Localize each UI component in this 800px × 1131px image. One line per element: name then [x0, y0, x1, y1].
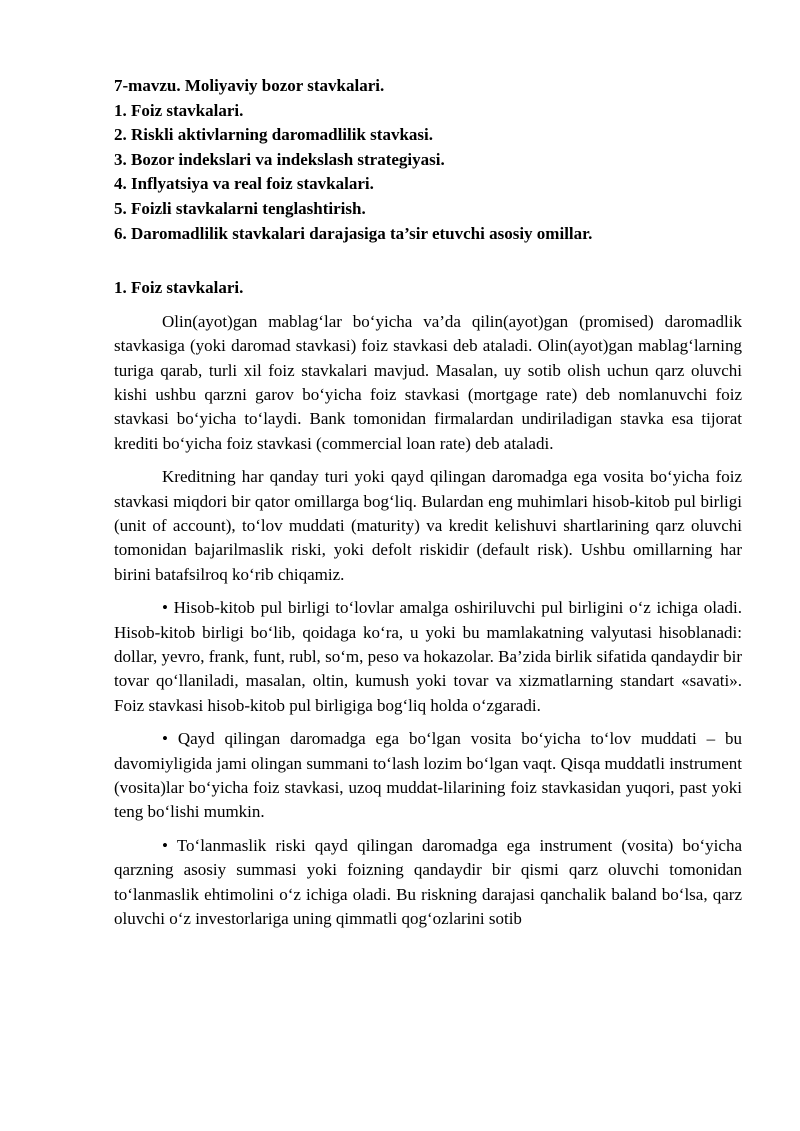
paragraph: Olin(ayot)gan mablag‘lar bo‘yicha va’da qilin(ayot)gan (promised) daromadlik stavkasiga (yoki daromad stavkasi) foiz stavkasi deb ataladi. Olin(ayot)gan mablag‘larning turiga qarab, turli xil foiz stavkalari mavjud. Masalan, uy sotib olish uchun qarz oluvchi kishi ushbu qarzni garov bo‘yicha foiz stavkasi (mortgage rate) deb nomlanuvchi foiz stavkasi bo‘yicha to‘laydi. Bank tomonidan firmalardan undiriladigan stavka esa tijorat krediti bo‘yicha foiz stavkasi (commercial loan rate) deb ataladi.	[114, 311, 742, 453]
outline-item-2: 2. Riskli aktivlarning daromadlilik stavkasi.	[114, 125, 433, 145]
section-heading: 1. Foiz stavkalari.	[114, 278, 244, 298]
outline-item-5: 5. Foizli stavkalarni tenglashtirish.	[114, 198, 366, 218]
paragraph: • Hisob-kitob pul birligi to‘lovlar amalga oshiriluvchi pul birligini o‘z ichiga oladi. Hisob-kitob birligi bo‘lib, qoidaga ko‘ra, u yoki bu mamlakatning valyutasi hisoblanadi: dollar, yevro, frank, funt, rubl, so‘m, peso va hokazolar. Ba’zida birlik sifatida qandaydir bir tovar qo‘llaniladi, masalan, oltin, kumush yoki tovar va xizmatlarning standart «savati». Foiz stavkasi hisob-kitob pul birligiga bog‘liq holda o‘zgaradi.	[114, 598, 742, 715]
paragraph: Kreditning har qanday turi yoki qayd qilingan daromadga ega vosita bo‘yicha foiz stavkasi miqdori bir qator omillarga bog‘liq. Bulardan eng muhimlari hisob-kitob pul birligi (unit of account), to‘lov muddati (maturity) va kredit kelishuvi shartlarining qarz oluvchi tomonidan bajarilmaslik riski, yoki defolt riskidir (default risk). Ushbu omillarning har birini batafsilroq ko‘rib chiqamiz.	[114, 467, 742, 584]
outline-item-1: 1. Foiz stavkalari.	[114, 100, 244, 120]
outline-item-3: 3. Bozor indekslari va indekslash strategiyasi.	[114, 149, 445, 169]
document-page	[114, 74, 742, 932]
paragraph: • To‘lanmaslik riski qayd qilingan daromadga ega instrument (vosita) bo‘yicha qarzning asosiy summasi yoki foizning qandaydir bir qismi qarz oluvchi tomonidan to‘lanmaslik ehtimolini o‘z ichiga oladi. Bu riskning darajasi qanchalik baland bo‘lsa, qarz oluvchi o‘z investorlariga uning qimmatli qog‘ozlarini sotib	[114, 835, 742, 929]
outline-item-6: 6. Daromadlilik stavkalari darajasiga ta’sir etuvchi asosiy omillar.	[114, 223, 593, 243]
paragraph: • Qayd qilingan daromadga ega bo‘lgan vosita bo‘yicha to‘lov muddati – bu davomiyligida jami olingan summani to‘lash lozim bo‘lgan vaqt. Qisqa muddatli instrument (vosita)lar bo‘yicha foiz stavkasi, uzoq muddat-lilarining foiz stavkasidan yuqori, past yoki teng bo‘lishi mumkin.	[114, 729, 742, 822]
topic-outline	[114, 74, 742, 246]
topic-title: 7-mavzu. Moliyaviy bozor stavkalari.	[114, 76, 385, 95]
outline-item-4: 4. Inflyatsiya va real foiz stavkalari.	[114, 174, 374, 194]
